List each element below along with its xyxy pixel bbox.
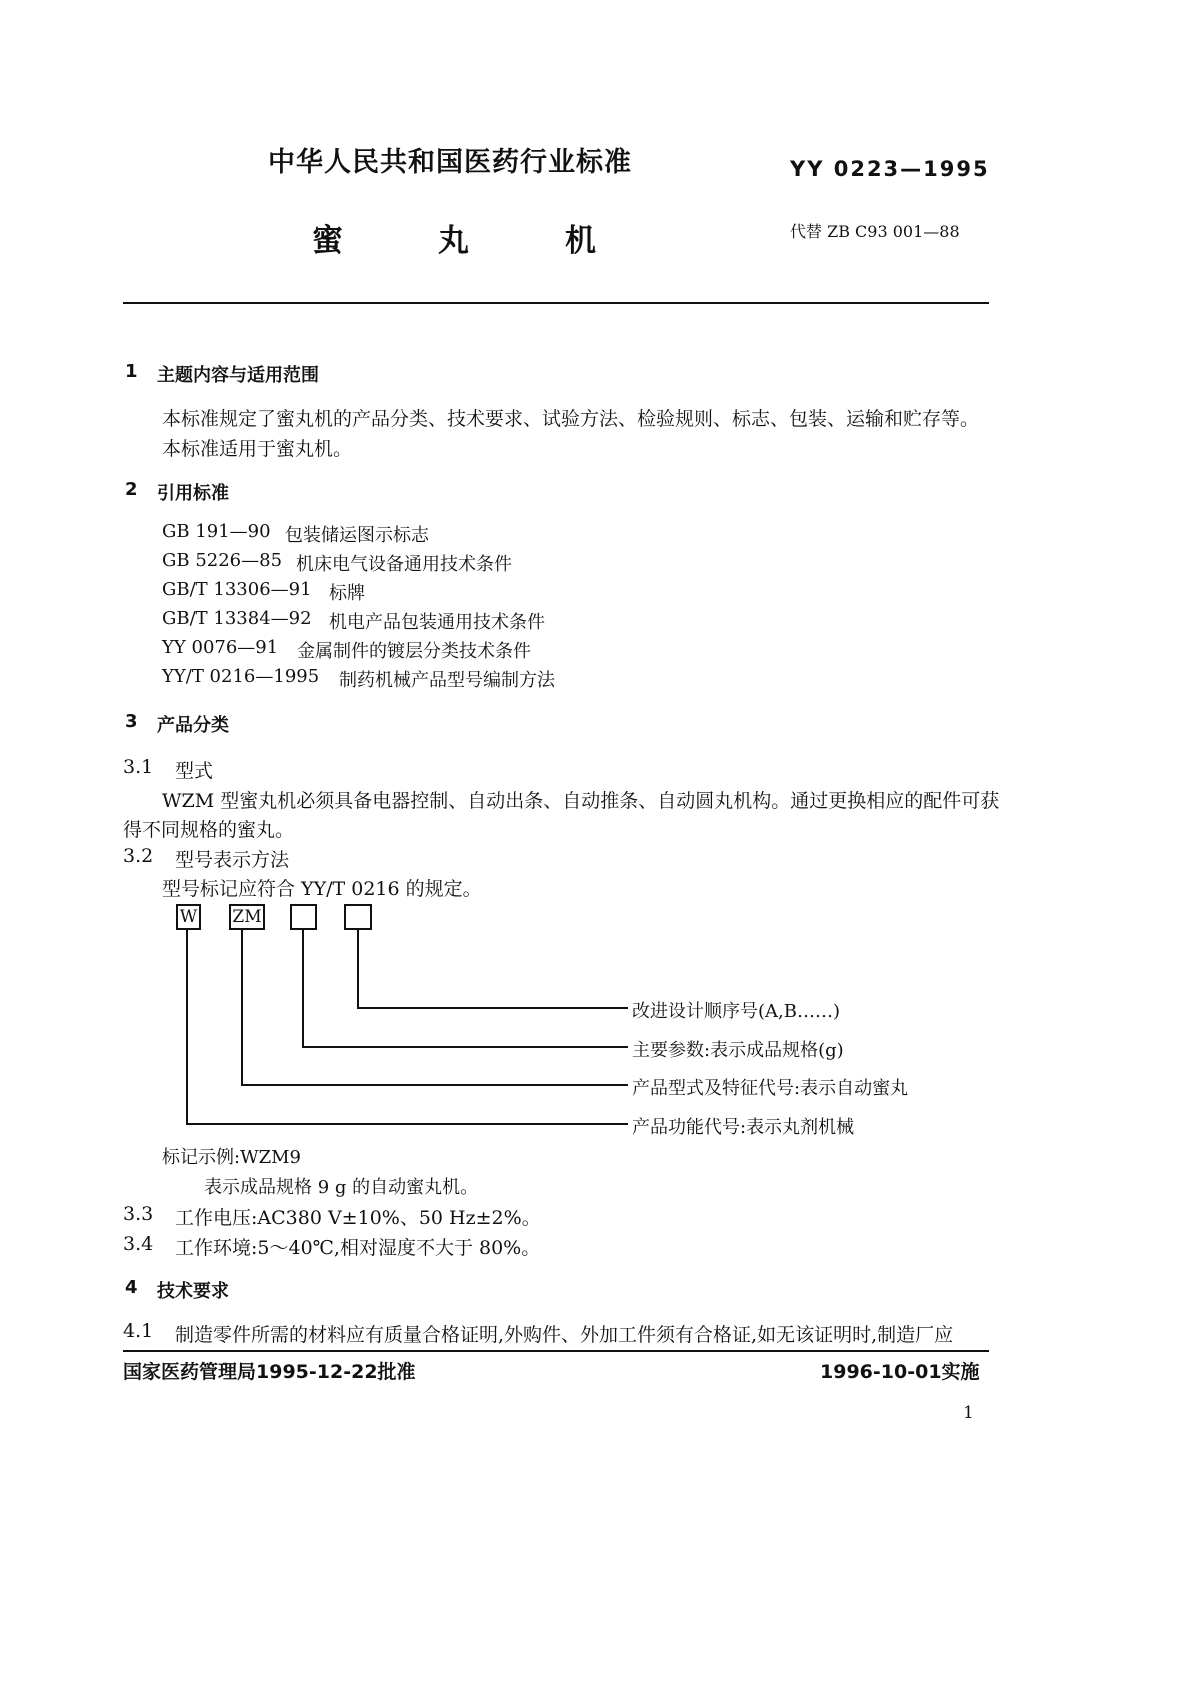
org-title: 中华人民共和国医药行业标准 xyxy=(268,147,632,178)
section-1-para-2: 本标准适用于蜜丸机。 xyxy=(162,438,353,460)
example-description: 表示成品规格 9 g 的自动蜜丸机。 xyxy=(204,1177,479,1198)
model-box-type-code: ZM xyxy=(229,904,265,930)
ref-code: YY/T 0216—1995 xyxy=(162,666,320,687)
standard-code: YY 0223—1995 xyxy=(790,157,990,181)
example-label: 标记示例:WZM9 xyxy=(162,1147,301,1168)
section-1-para-1: 本标准规定了蜜丸机的产品分类、技术要求、试验方法、检验规则、标志、包装、运输和贮存等。 xyxy=(162,408,980,430)
doc-title-char-3: 机 xyxy=(565,223,596,259)
section-3-number: 3 xyxy=(125,711,138,732)
section-4-1-text: 制造零件所需的材料应有质量合格证明,外购件、外加工件须有合格证,如无该证明时,制造厂应 xyxy=(175,1324,954,1346)
section-3-title: 产品分类 xyxy=(157,715,229,736)
model-label-design-sequence: 改进设计顺序号(A,B……) xyxy=(632,1001,840,1022)
replaces-code: 代替 ZB C93 001—88 xyxy=(790,222,960,241)
model-label-main-parameter: 主要参数:表示成品规格(g) xyxy=(632,1040,844,1061)
ref-code: YY 0076—91 xyxy=(162,637,279,658)
ref-name: 机电产品包装通用技术条件 xyxy=(329,612,545,633)
doc-title-char-1: 蜜 xyxy=(312,223,343,259)
section-3-1-text-line-1: WZM 型蜜丸机必须具备电器控制、自动出条、自动推条、自动圆丸机构。通过更换相应的配件可获 xyxy=(162,790,1000,812)
section-3-3-text: 工作电压:AC380 V±10%、50 Hz±2%。 xyxy=(175,1207,541,1229)
section-3-1-number: 3.1 xyxy=(123,756,154,778)
section-1-number: 1 xyxy=(125,361,138,382)
section-1-title: 主题内容与适用范围 xyxy=(157,365,319,386)
section-3-3-number: 3.3 xyxy=(123,1203,154,1225)
model-label-type-code: 产品型式及特征代号:表示自动蜜丸 xyxy=(632,1078,909,1099)
section-3-1-title: 型式 xyxy=(175,760,214,782)
model-label-function-code: 产品功能代号:表示丸剂机械 xyxy=(632,1117,855,1138)
ref-code: GB 191—90 xyxy=(162,521,271,542)
ref-name: 包装储运图示标志 xyxy=(285,525,429,546)
section-2-title: 引用标准 xyxy=(157,483,229,504)
section-4-1-number: 4.1 xyxy=(123,1320,154,1342)
ref-name: 标牌 xyxy=(329,583,365,604)
section-3-1-text-line-2: 得不同规格的蜜丸。 xyxy=(123,819,295,841)
approval-statement: 国家医药管理局1995-12-22批准 xyxy=(123,1361,416,1383)
model-box-function-code: W xyxy=(176,904,201,930)
ref-code: GB/T 13384—92 xyxy=(162,608,312,629)
ref-name: 金属制件的镀层分类技术条件 xyxy=(297,641,531,662)
section-2-number: 2 xyxy=(125,479,138,500)
effective-date: 1996-10-01实施 xyxy=(820,1361,980,1383)
section-4-title: 技术要求 xyxy=(157,1281,229,1302)
doc-title-char-2: 丸 xyxy=(438,223,469,259)
section-3-2-title: 型号表示方法 xyxy=(175,849,290,871)
page-number: 1 xyxy=(963,1403,974,1423)
footer-divider xyxy=(123,1350,989,1352)
ref-name: 机床电气设备通用技术条件 xyxy=(296,554,512,575)
ref-name: 制药机械产品型号编制方法 xyxy=(339,670,555,691)
ref-code: GB/T 13306—91 xyxy=(162,579,312,600)
section-3-4-text: 工作环境:5～40℃,相对湿度不大于 80%。 xyxy=(175,1237,541,1259)
section-3-4-number: 3.4 xyxy=(123,1233,154,1255)
section-3-2-number: 3.2 xyxy=(123,845,154,867)
section-3-2-text: 型号标记应符合 YY/T 0216 的规定。 xyxy=(162,878,482,900)
section-4-number: 4 xyxy=(125,1277,138,1298)
ref-code: GB 5226—85 xyxy=(162,550,283,571)
